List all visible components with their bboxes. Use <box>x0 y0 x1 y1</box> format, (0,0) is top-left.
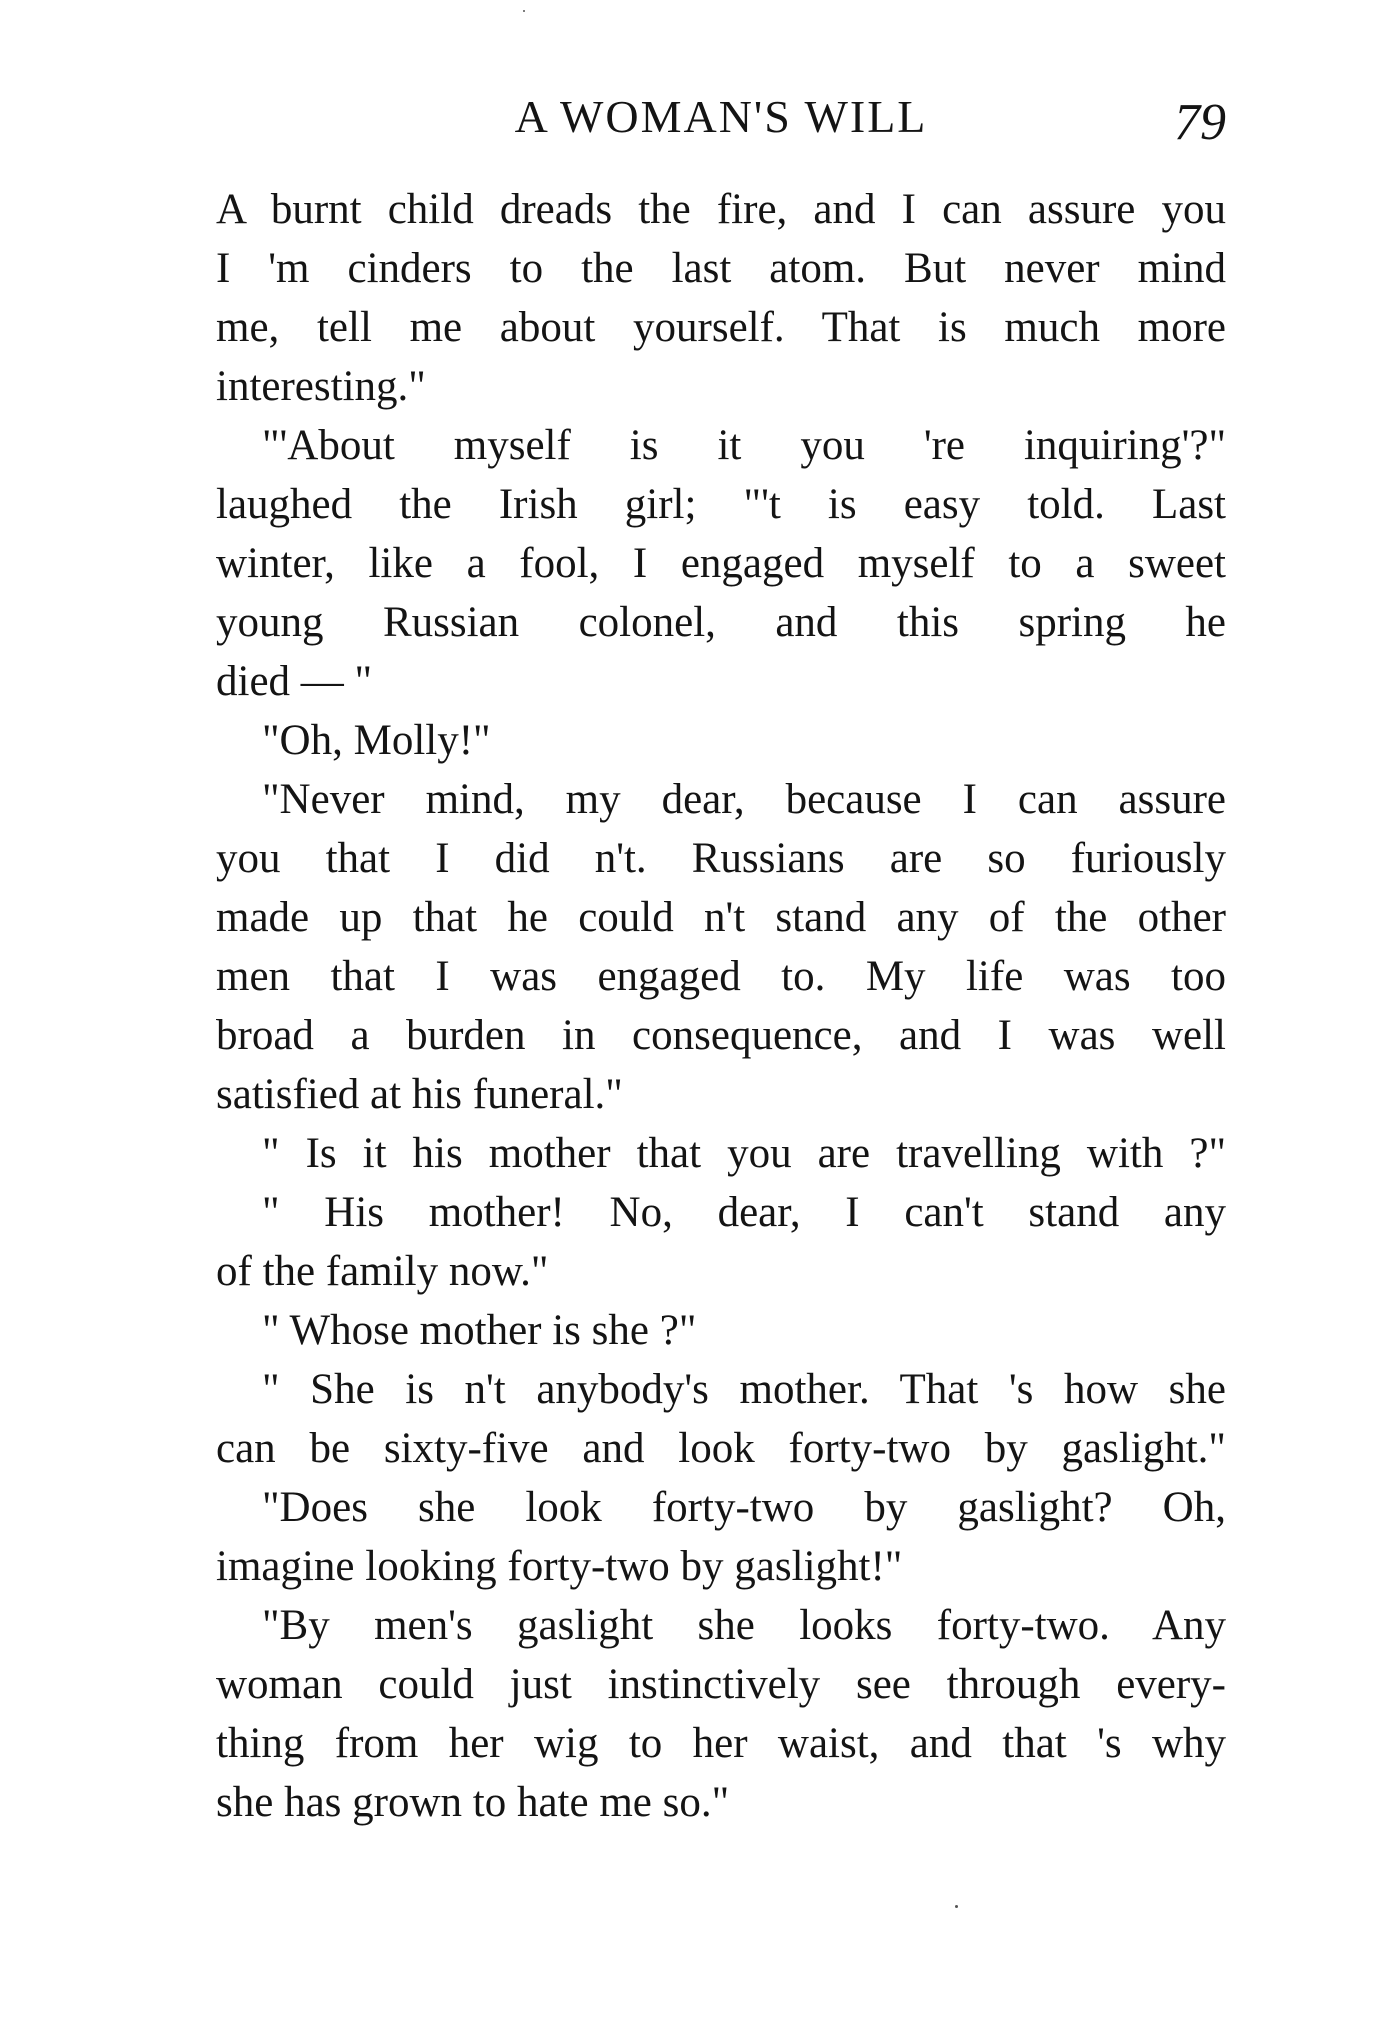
text-line: thing from her wig to her waist, and that 's why <box>216 1720 1226 1767</box>
text-line: me, tell me about yourself. That is much more <box>216 304 1226 351</box>
text-line: satisfied at his funeral." <box>216 1071 623 1118</box>
text-line: "Does she look forty-two by gaslight? Oh, <box>262 1484 1226 1531</box>
running-title: A WOMAN'S WILL <box>514 91 928 142</box>
text-line: " Is it his mother that you are travelling with ?" <box>262 1130 1226 1177</box>
text-line: broad a burden in consequence, and I was well <box>216 1012 1226 1059</box>
text-line: can be sixty-five and look forty-two by gaslight." <box>216 1425 1226 1472</box>
text-line: "Oh, Molly!" <box>262 717 491 764</box>
text-line: "By men's gaslight she looks forty-two. Any <box>262 1602 1226 1649</box>
text-line: "'About myself is it you 're inquiring'?" <box>262 422 1226 469</box>
page-number: 79 <box>1174 94 1226 151</box>
body-text <box>216 180 1226 1832</box>
text-line: "Never mind, my dear, because I can assure <box>262 776 1226 823</box>
text-line: young Russian colonel, and this spring he <box>216 599 1226 646</box>
text-line: interesting." <box>216 363 426 410</box>
text-line: A burnt child dreads the fire, and I can assure you <box>216 186 1226 233</box>
text-line: " She is n't anybody's mother. That 's how she <box>262 1366 1226 1413</box>
text-line: she has grown to hate me so." <box>216 1779 730 1826</box>
text-line: " His mother! No, dear, I can't stand any <box>262 1189 1226 1236</box>
text-line: woman could just instinctively see through every- <box>216 1661 1226 1708</box>
text-line: I 'm cinders to the last atom. But never mind <box>216 245 1226 292</box>
text-line: made up that he could n't stand any of the other <box>216 894 1226 941</box>
text-line: imagine looking forty-two by gaslight!" <box>216 1543 903 1590</box>
text-line: men that I was engaged to. My life was too <box>216 953 1226 1000</box>
text-line: died — " <box>216 658 373 705</box>
text-line: laughed the Irish girl; "'t is easy told. Last <box>216 481 1226 528</box>
text-line: winter, like a fool, I engaged myself to a sweet <box>216 540 1226 587</box>
text-line: of the family now." <box>216 1248 549 1295</box>
running-head <box>216 82 1226 152</box>
text-line: you that I did n't. Russians are so furiously <box>216 835 1226 882</box>
text-line: " Whose mother is she ?" <box>262 1307 697 1354</box>
